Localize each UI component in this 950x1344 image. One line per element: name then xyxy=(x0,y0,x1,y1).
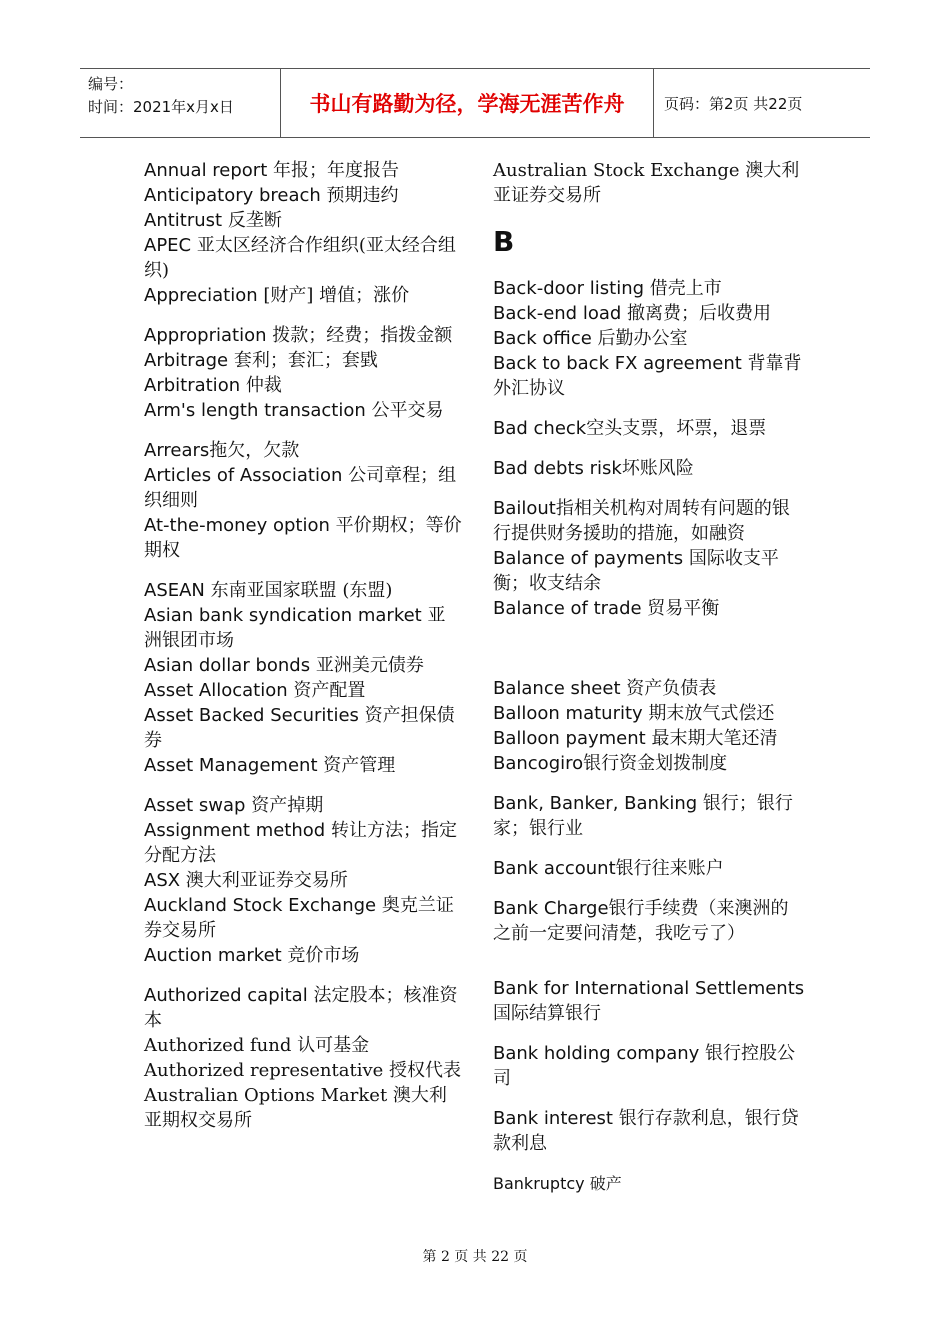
glossary-entry: Arm's length transaction 公平交易 xyxy=(144,400,444,421)
glossary-entry: Bank interest 银行存款利息，银行贷款利息 xyxy=(493,1108,799,1154)
glossary-entry: Auckland Stock Exchange 奥克兰证券交易所 xyxy=(144,895,454,941)
glossary-entry: ASEAN 东南亚国家联盟 (东盟) xyxy=(144,580,393,601)
doc-number-label: 编号： xyxy=(88,75,134,93)
glossary-entry: Bank, Banker, Banking 银行；银行家；银行业 xyxy=(493,793,793,839)
header-meta xyxy=(80,69,281,137)
glossary-entry: Back to back FX agreement 背靠背外汇协议 xyxy=(493,353,802,399)
glossary-entry: Bad debts risk坏账风险 xyxy=(493,458,694,479)
glossary-entry: Asset swap 资产掉期 xyxy=(144,795,324,816)
glossary-entry: Authorized capital 法定股本；核准资本 xyxy=(144,985,458,1031)
glossary-entry: Appropriation 拨款；经费；指拨金额 xyxy=(144,325,453,346)
page-footer: 第 2 页 共 22 页 xyxy=(422,1249,528,1265)
glossary-entry: Back-end load 撤离费；后收费用 xyxy=(493,303,772,324)
glossary-entry: Arrears拖欠，欠款 xyxy=(144,440,300,461)
glossary-entry: Asian bank syndication market 亚洲银团市场 xyxy=(144,605,446,651)
glossary-entry: Bank Charge银行手续费（来澳洲的之前一定要问清楚，我吃亏了） xyxy=(493,898,789,944)
glossary-entry: Anticipatory breach 预期违约 xyxy=(144,185,399,206)
glossary-entry: Appreciation [财产] 增值；涨价 xyxy=(144,285,410,306)
glossary-entry: Back-door listing 借壳上市 xyxy=(493,278,722,299)
glossary-entry: Asset Backed Securities 资产担保债券 xyxy=(144,705,455,751)
glossary-entry: Bankruptcy 破产 xyxy=(493,1174,622,1193)
right-column xyxy=(493,158,805,1196)
glossary-entry: Bancogiro银行资金划拨制度 xyxy=(493,753,728,774)
glossary-entry: At-the-money option 平价期权；等价期权 xyxy=(144,515,462,561)
glossary-entry: ASX 澳大利亚证券交易所 xyxy=(144,870,348,891)
glossary-entry: Bank for International Settlements 国际结算银行 xyxy=(493,978,805,1024)
glossary-entry: Authorized representative 授权代表 xyxy=(144,1060,462,1081)
glossary-entry: Balance sheet 资产负债表 xyxy=(493,678,717,699)
glossary-entry: Annual report 年报；年度报告 xyxy=(144,160,400,181)
glossary-entry: Articles of Association 公司章程；组织细则 xyxy=(144,465,457,511)
glossary-entry: Australian Options Market 澳大利亚期权交易所 xyxy=(144,1085,447,1131)
glossary-entry: Balloon payment 最末期大笔还清 xyxy=(493,728,778,749)
header-page-label: 页码：第2页 共22页 xyxy=(664,94,803,113)
left-column xyxy=(144,158,462,1133)
glossary-entry: Authorized fund 认可基金 xyxy=(144,1035,370,1056)
glossary-entry: Bank account银行往来账户 xyxy=(493,858,724,879)
glossary-entry: Balloon maturity 期末放气式偿还 xyxy=(493,703,775,724)
glossary-entry: Balance of payments 国际收支平衡；收支结余 xyxy=(493,548,779,594)
header-motto: 书山有路勤为径，学海无涯苦作舟 xyxy=(281,69,654,137)
glossary-entry: Auction market 竞价市场 xyxy=(144,945,360,966)
glossary-entry: Antitrust 反垄断 xyxy=(144,210,282,231)
page-header xyxy=(80,68,870,138)
glossary-entry: Asset Allocation 资产配置 xyxy=(144,680,366,701)
glossary-entry: APEC 亚太区经济合作组织(亚太经合组织) xyxy=(144,235,456,281)
glossary-entry: Assignment method 转让方法；指定分配方法 xyxy=(144,820,457,866)
glossary-entry: Balance of trade 贸易平衡 xyxy=(493,598,720,619)
doc-date-label: 时间：2021年x月x日 xyxy=(88,98,234,116)
glossary-entry: Bailout指相关机构对周转有问题的银行提供财务援助的措施，如融资 xyxy=(493,498,790,544)
glossary-entry: Asset Management 资产管理 xyxy=(144,755,396,776)
section-heading: B xyxy=(493,225,515,258)
glossary-entry: Back office 后勤办公室 xyxy=(493,328,688,349)
glossary-entry: Arbitration 仲裁 xyxy=(144,375,282,396)
glossary-entry: Bank holding company 银行控股公司 xyxy=(493,1043,796,1089)
glossary-entry: Bad check空头支票，坏票，退票 xyxy=(493,418,767,439)
glossary-entry: Australian Stock Exchange 澳大利亚证券交易所 xyxy=(493,160,800,206)
glossary-entry: Asian dollar bonds 亚洲美元债券 xyxy=(144,655,424,676)
glossary-entry: Arbitrage 套利；套汇；套戥 xyxy=(144,350,378,371)
